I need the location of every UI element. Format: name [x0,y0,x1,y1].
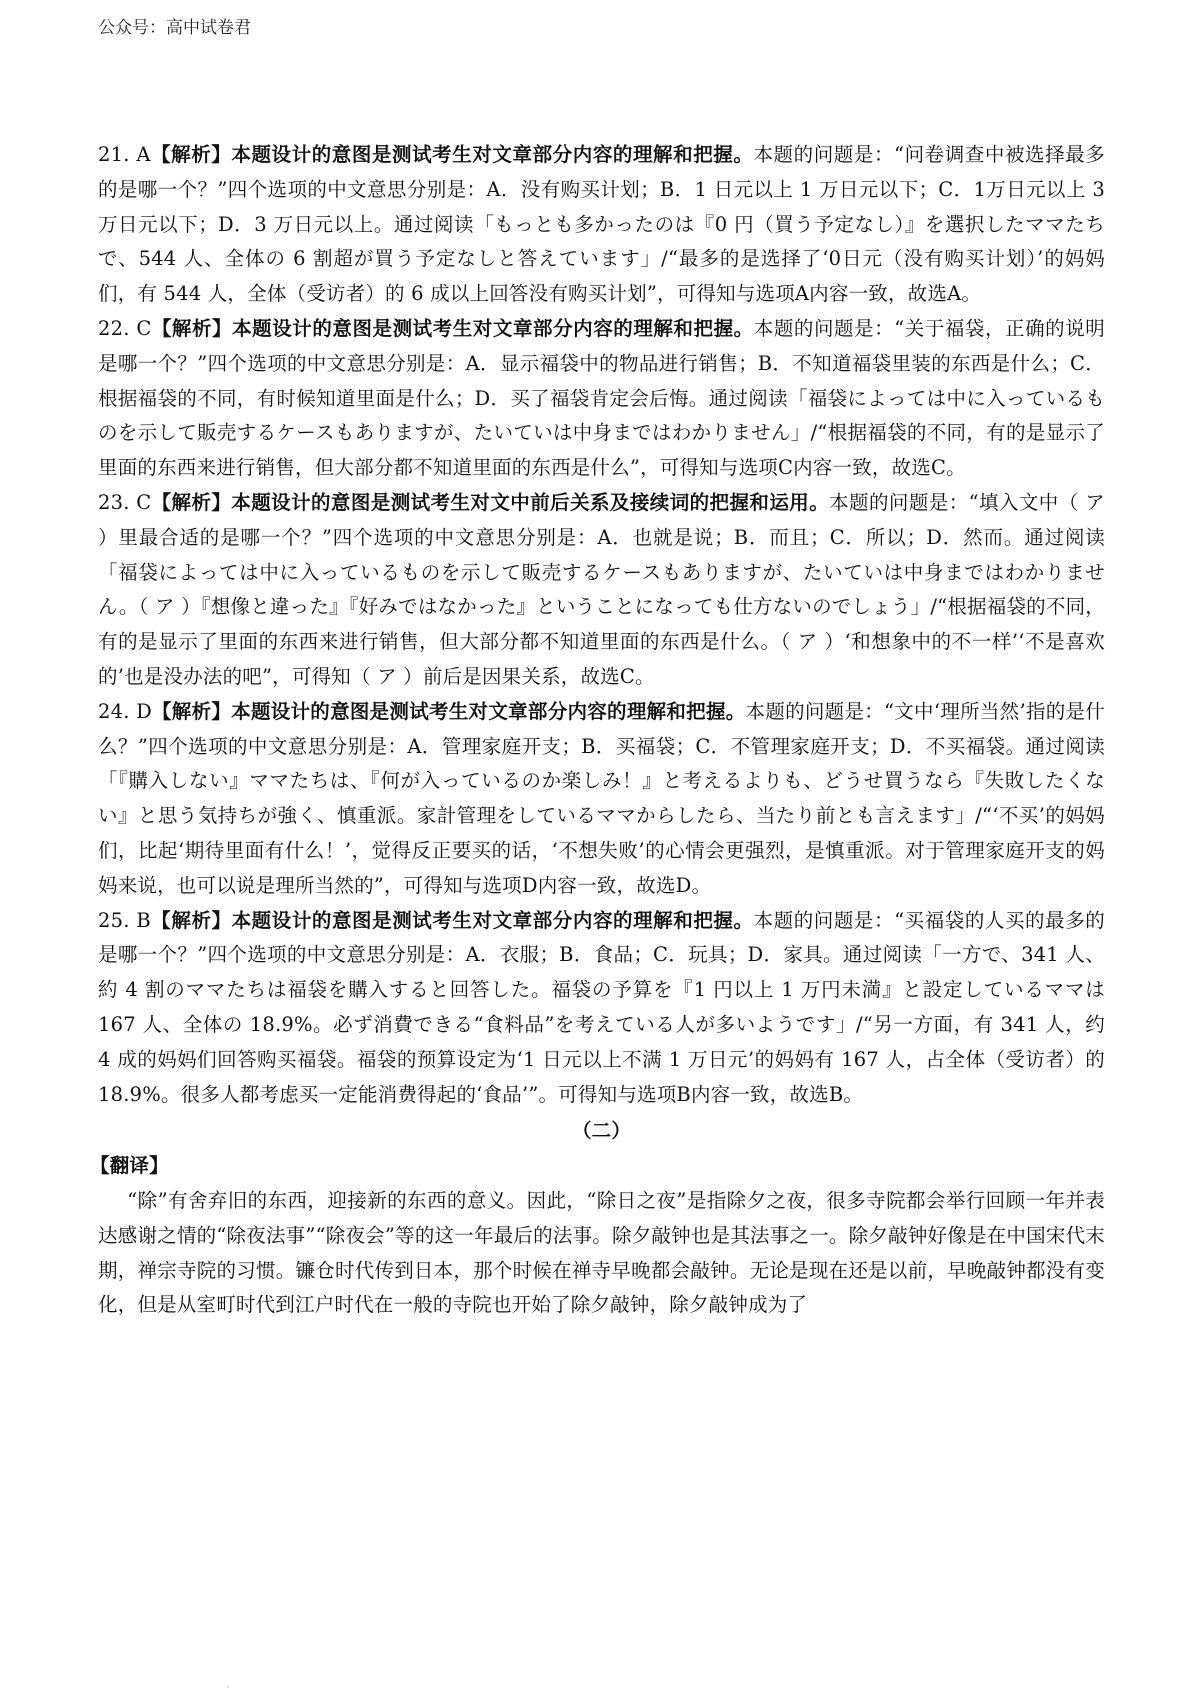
answer-22 [98,312,1105,486]
answer-number: 21. A [98,143,151,166]
section-title: （二） [571,1119,632,1143]
answer-analysis-tag: 【解析】本题设计的意图是测试考生对文章部分内容的理解和把握。 [151,699,746,723]
answer-analysis-tag: 【解析】本题设计的意图是测试考生对文章部分内容的理解和把握。 [150,908,754,932]
answer-number: 25. B [98,908,151,932]
document-body [90,138,1105,1323]
answer-analysis-tag: 【解析】本题设计的意图是测试考生对文章部分内容的理解和把握。 [151,316,754,340]
answer-explanation: 本题的问题是：“问卷调查中被选择最多的是哪一个？”四个选项的中文意思分别是：A．没有购买计划；B．1 日元以上 1 万日元以下；C．1万日元以上 3 万日元以下；D．3 万日元以上。通过阅读「もっとも多かったのは『0 円（買う予定なし）』を選択したママたちで、544 人、全体の 6 割超が買う予定なしと答えています」/“最多的是选择了‘0日元（没有购买计划）’的妈妈们，有 544 人，全体（受访者）的 6 成以上回答没有购买计划”，可得知与选项A内容一致，故选A。 [98,143,1105,306]
answer-25 [98,904,1105,1113]
translation-heading: 【翻译】 [90,1154,169,1178]
answer-21 [98,138,1105,312]
answer-explanation: 本题的问题是：“填入文中（ ア ）里最合适的是哪一个？”四个选项的中文意思分别是：A．也就是说；B．而且；C．所以；D．然而。通过阅读「福袋によっては中に入っているものを示して販売するケースもありますが、たいていは中身まではわかりません。（ ア ）『想像と違った』『好みではなかった』ということになっても仕方ないのでしょう」/“根据福袋的不同，有的是显示了里面的东西来进行销售，但大部分都不知道里面的东西是什么。（ ア ）‘和想象中的不一样’‘不是喜欢的’也是没办法的吧”，可得知（ ア ）前后是因果关系，故选C。 [98,490,1105,688]
answer-explanation: 本题的问题是：“买福袋的人买的最多的是哪一个？”四个选项的中文意思分别是：A．衣服；B．食品；C．玩具；D．家具。通过阅读「一方で、341 人、約 4 割のママたちは福袋を購入すると回答した。福袋の予算を『1 円以上 1 万円未満』と設定しているママは 167 人、全体の 18.9%。必ず消費できる“食料品”を考えている人が多いようです」/“另一方面，有 341 人，约 4 成的妈妈们回答购买福袋。福袋的预算设定为‘1 日元以上不满 1 万日元’的妈妈有 167 人，占全体（受访者）的 18.9%。很多人都考虑买一定能消费得起的‘食品’”。可得知与选项B内容一致，故选B。 [98,908,1105,1106]
answer-number: 22. C [98,316,152,340]
answer-number: 23. C [98,490,152,514]
answer-explanation: 本题的问题是：“关于福袋，正确的说明是哪一个？”四个选项的中文意思分别是：A．显示福袋中的物品进行销售；B．不知道福袋里装的东西是什么；C．根据福袋的不同，有时候知道里面是什么；D．买了福袋肯定会后悔。通过阅读「福袋によっては中に入っているものを示して販売するケースもありますが、たいていは中身まではわかりません」/“根据福袋的不同，有的是显示了里面的东西来进行销售，但大部分都不知道里面的东西是什么”，可得知与选项C内容一致，故选C。 [98,316,1105,480]
footer-mark: . [226,1680,230,1691]
answer-analysis-tag: 【解析】本题设计的意图是测试考生对文章部分内容的理解和把握。 [150,143,754,166]
answer-explanation: 本题的问题是：“文中‘理所当然’指的是什么？”四个选项的中文意思分别是：A．管理家庭开支；B．买福袋；C．不管理家庭开支；D．不买福袋。通过阅读「『購入しない』ママたちは、『何が入っているのか楽しみ！』と考えるよりも、どうせ買うなら『失敗したくない』と思う気持ちが強く、慎重派。家計管理をしているママからしたら、当たり前とも言えます」/“‘不买’的妈妈们，比起‘期待里面有什么！’，觉得反正要买的话，‘不想失败’的心情会更强烈，是慎重派。对于管理家庭开支的妈妈来说，也可以说是理所当然的”，可得知与选项D内容一致，故选D。 [98,699,1105,897]
answer-analysis-tag: 【解析】本题设计的意图是测试考生对文中前后关系及接续词的把握和运用。 [151,490,830,514]
answer-number: 24. D [98,699,152,723]
translation-body: “除”有舍弃旧的东西，迎接新的东西的意义。因此，“除日之夜”是指除夕之夜，很多寺院都会举行回顾一年并表达感谢之情的“除夜法事”“除夜会”等的这一年最后的法事。除夕敲钟也是其法事之一。除夕敲钟好像是在中国宋代末期，禅宗寺院的习惯。镰仓时代传到日本，那个时候在禅寺早晚都会敲钟。无论是现在还是以前，早晚敲钟都没有变化，但是从室町时代到江户时代在一般的寺院也开始了除夕敲钟，除夕敲钟成为了 [98,1188,1105,1317]
page-header: 公众号：高中试卷君 [98,18,251,38]
answer-24 [98,695,1105,904]
answer-23 [98,486,1105,695]
